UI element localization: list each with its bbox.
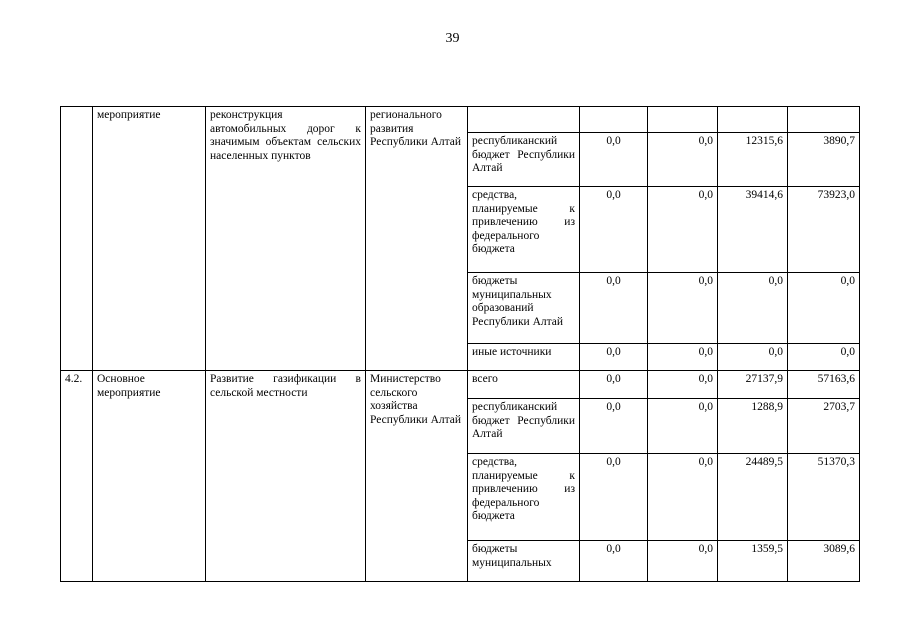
value-cell: 0,0	[648, 133, 718, 187]
value-cell: 3890,7	[788, 133, 860, 187]
value-cell: 73923,0	[788, 187, 860, 273]
value-cell: 0,0	[788, 344, 860, 371]
value-cell: 12315,6	[718, 133, 788, 187]
page-number: 39	[445, 31, 460, 46]
funding-source-cell: бюджеты муниципальных образований Республики Алтай	[468, 273, 580, 344]
event-type-cell: Основное мероприятие	[93, 371, 206, 582]
value-cell	[788, 107, 860, 133]
value-cell: 1359,5	[718, 541, 788, 582]
value-cell: 0,0	[648, 454, 718, 541]
program-table	[60, 106, 860, 582]
value-cell: 51370,3	[788, 454, 860, 541]
value-cell: 0,0	[580, 541, 648, 582]
event-name-cell: реконструкция автомобильных дорог к значимым объектам сельских населенных пунктов	[206, 107, 366, 371]
funding-source-cell: республиканский бюджет Республики Алтай	[468, 133, 580, 187]
value-cell	[718, 107, 788, 133]
event-type-cell: мероприятие	[93, 107, 206, 371]
table-row	[61, 371, 860, 399]
value-cell: 0,0	[580, 371, 648, 399]
funding-source-cell: иные источники	[468, 344, 580, 371]
executor-cell: Министерство сельского хозяйства Республики Алтай	[366, 371, 468, 582]
value-cell: 1288,9	[718, 399, 788, 454]
funding-source-cell	[468, 107, 580, 133]
value-cell: 57163,6	[788, 371, 860, 399]
value-cell: 3089,6	[788, 541, 860, 582]
value-cell: 27137,9	[718, 371, 788, 399]
value-cell: 39414,6	[718, 187, 788, 273]
value-cell: 0,0	[580, 454, 648, 541]
value-cell: 0,0	[648, 371, 718, 399]
value-cell: 0,0	[580, 187, 648, 273]
value-cell	[580, 107, 648, 133]
value-cell: 0,0	[648, 541, 718, 582]
value-cell: 0,0	[580, 133, 648, 187]
value-cell: 0,0	[648, 344, 718, 371]
executor-cell: регионального развития Республики Алтай	[366, 107, 468, 371]
row-number-cell	[61, 107, 93, 371]
value-cell: 0,0	[580, 273, 648, 344]
event-name-cell: Развитие газификации в сельской местности	[206, 371, 366, 582]
value-cell: 0,0	[648, 399, 718, 454]
value-cell: 0,0	[648, 187, 718, 273]
value-cell: 0,0	[718, 344, 788, 371]
value-cell	[648, 107, 718, 133]
value-cell: 0,0	[788, 273, 860, 344]
value-cell: 2703,7	[788, 399, 860, 454]
value-cell: 24489,5	[718, 454, 788, 541]
row-number-cell: 4.2.	[61, 371, 93, 582]
value-cell: 0,0	[580, 399, 648, 454]
table-row	[61, 107, 860, 133]
funding-source-cell: средства, планируемые к привлечению из федерального бюджета	[468, 187, 580, 273]
funding-source-cell: республиканский бюджет Республики Алтай	[468, 399, 580, 454]
value-cell: 0,0	[580, 344, 648, 371]
funding-source-cell: бюджеты муниципальных	[468, 541, 580, 582]
value-cell: 0,0	[718, 273, 788, 344]
funding-source-cell: всего	[468, 371, 580, 399]
value-cell: 0,0	[648, 273, 718, 344]
funding-source-cell: средства, планируемые к привлечению из федерального бюджета	[468, 454, 580, 541]
